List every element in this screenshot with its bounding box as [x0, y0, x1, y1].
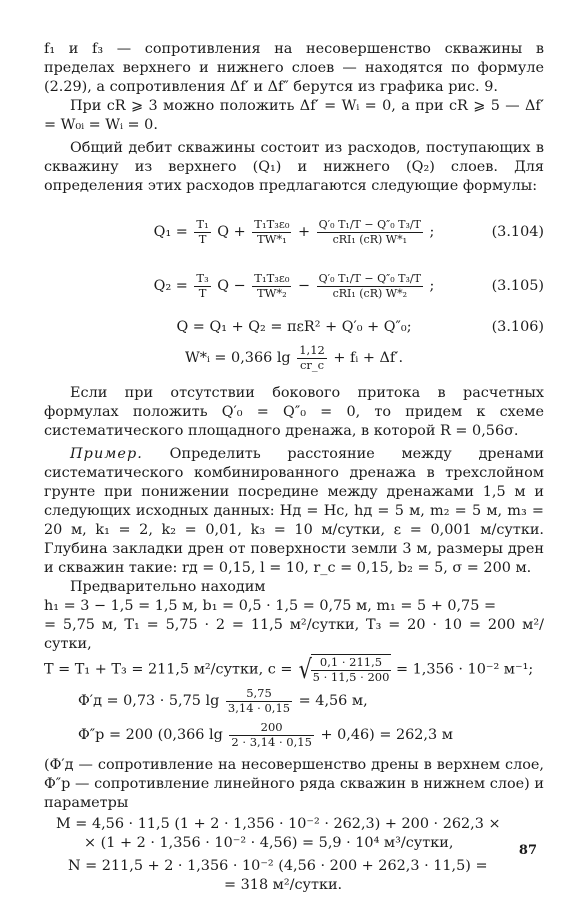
- paragraph-phi-definitions: (Φ′д — сопротивление на несовершенство дрены в верхнем слое, Φ″р — сопротивление линейного ряда скважин в нижнем слое) и параметры: [44, 757, 544, 812]
- paragraph-no-side-inflow: Если при отсутствии бокового притока в расчетных формулах положить Q′₀ = Q″₀ = 0, то придем к схеме систематического площадного дренажа, в которой R = 0,56σ.: [44, 385, 544, 440]
- calc-intro: Предварительно находим: [70, 579, 266, 596]
- calc-line-3: [44, 654, 544, 684]
- eq104-frac1: $\frac{\text{T₁}}{T}$: [196, 216, 209, 246]
- eq105-tail: ;: [424, 278, 435, 295]
- equation-m-line-2: × (1 + 2 · 1,356 · 10⁻² · 4,56) = 5,9 · 10⁴ м³/сутки,: [84, 835, 454, 852]
- equation-3-106: [44, 316, 544, 338]
- eqw-lhs: W*ᵢ = 0,366 lg: [184, 350, 296, 367]
- eq105-mid2: −: [293, 278, 315, 295]
- equation-phi-p: [44, 718, 544, 752]
- example-label: Пример.: [70, 446, 143, 463]
- equation-m-line-1: M = 4,56 · 11,5 (1 + 2 · 1,356 · 10⁻² · 262,3) + 200 · 262,3 ×: [56, 816, 501, 833]
- eq104-mid1: Q +: [212, 224, 251, 241]
- paragraph-example: [44, 445, 544, 578]
- equation-number-104: (3.104): [491, 224, 544, 241]
- eqw-frac: $\frac{1,12}{cr\_c}$: [299, 342, 325, 372]
- phid-frac: $\frac{5,75}{3,14 \cdot 0,15}$: [227, 686, 291, 715]
- eq106-text: Q = Q₁ + Q₂ = πεR² + Q′₀ + Q″₀;: [176, 319, 412, 336]
- eq105-frac3: $\frac{\text{Q′₀ T₁/T − Q″₀ T₃/T}}{\text{cRI₁ (cR) W*₂}}$: [318, 272, 421, 300]
- phid-rhs: = 4,56 м,: [294, 693, 368, 710]
- calc-line-2: = 5,75 м, T₁ = 5,75 · 2 = 11,5 м²/сутки, T₃ = 20 · 10 = 200 м²/сутки,: [44, 617, 544, 653]
- phip-rhs: + 0,46) = 262,3 м: [315, 727, 453, 744]
- eq104-tail: ;: [424, 224, 435, 241]
- eq105-lhs: Q₂ =: [153, 278, 193, 295]
- sqrt-radicand: $\frac{0,1 \cdot 211,5}{5 \cdot 11,5 \cdot 200}$: [312, 655, 390, 684]
- page-body: [44, 40, 544, 895]
- phip-lhs: Φ″р = 200 (0,366 lg: [78, 727, 228, 744]
- eq104-lhs: Q₁ =: [153, 224, 193, 241]
- equation-phi-d: [44, 684, 544, 718]
- calc-line-1: h₁ = 3 − 1,5 = 1,5 м, b₁ = 0,5 · 1,5 = 0,75 м, m₁ = 5 + 0,75 =: [44, 598, 497, 615]
- eq104-mid2: +: [293, 224, 315, 241]
- equation-number-106: (3.106): [491, 319, 544, 336]
- calc3-lhs: T = T₁ + T₃ = 211,5 м²/сутки, c =: [44, 661, 298, 678]
- example-text: Определить расстояние между дренами систематического комбинированного дренажа в трехслойном грунте при понижении посредине между дренажами 1,5 м и следующих исходных данных: Hд = Hс, hд = 5 м, m₂ = 5 м, m₃ = 20 м, k₁ = 2, k₂ = 0,01, k₃ = 10 м/сутки, ε = 0,001 м/сутки. Глубина закладки дрен от поверхности земли 3 м, размеры дрен и скважин такие: rд = 0,15, l = 10, r_c = 0,15, b₂ = 5, σ = 200 м.: [44, 446, 544, 577]
- equation-3-104: [44, 208, 544, 256]
- eq105-mid1: Q −: [212, 278, 251, 295]
- eq104-frac2: $\frac{\text{T₁T₃ε₀}}{\text{TW*₁}}$: [254, 216, 290, 246]
- paragraph-resistances: f₁ и f₃ — сопротивления на несовершенство скважины в пределах верхнего и нижнего слоев — находятся по формуле (2.29), а сопротивления Δf′ и Δf″ берутся из графика рис. 9.: [44, 41, 544, 96]
- eq105-frac1: $\frac{\text{T₃}}{T}$: [196, 270, 209, 300]
- eqw-tail: + fᵢ + Δf′.: [328, 350, 404, 367]
- phip-frac: $\frac{200}{2 \cdot 3,14 \cdot 0,15}$: [231, 720, 312, 749]
- eq104-frac3: $\frac{\text{Q′₀ T₁/T − Q″₀ T₃/T}}{\text{cRI₁ (cR) W*₁}}$: [318, 218, 421, 246]
- equation-number-105: (3.105): [491, 278, 544, 295]
- equation-w-star: [44, 340, 544, 376]
- paragraph-total-discharge: Общий дебит скважины состоит из расходов, поступающих в скважину из верхнего (Q₁) и нижнего (Q₂) слоев. Для определения этих расходов предлагаются следующие формулы:: [44, 140, 544, 195]
- equation-n-line-1: N = 211,5 + 2 · 1,356 · 10⁻² (4,56 · 200 + 262,3 · 11,5) =: [68, 858, 488, 875]
- eq105-frac2: $\frac{\text{T₁T₃ε₀}}{\text{TW*₂}}$: [254, 270, 290, 300]
- equation-3-105: [44, 262, 544, 310]
- equation-n-line-2: = 318 м²/сутки.: [224, 877, 343, 894]
- calc3-rhs: = 1,356 · 10⁻² м⁻¹;: [391, 661, 534, 678]
- sqrt-sign: √: [298, 654, 312, 685]
- paragraph-conditions: При cR ⩾ 3 можно положить Δf′ = Wᵢ = 0, а при cR ⩾ 5 — Δf′ = W₀ᵢ = Wᵢ = 0.: [44, 98, 544, 134]
- page-number: 87: [518, 843, 537, 858]
- phid-lhs: Φ′д = 0,73 · 5,75 lg: [78, 693, 224, 710]
